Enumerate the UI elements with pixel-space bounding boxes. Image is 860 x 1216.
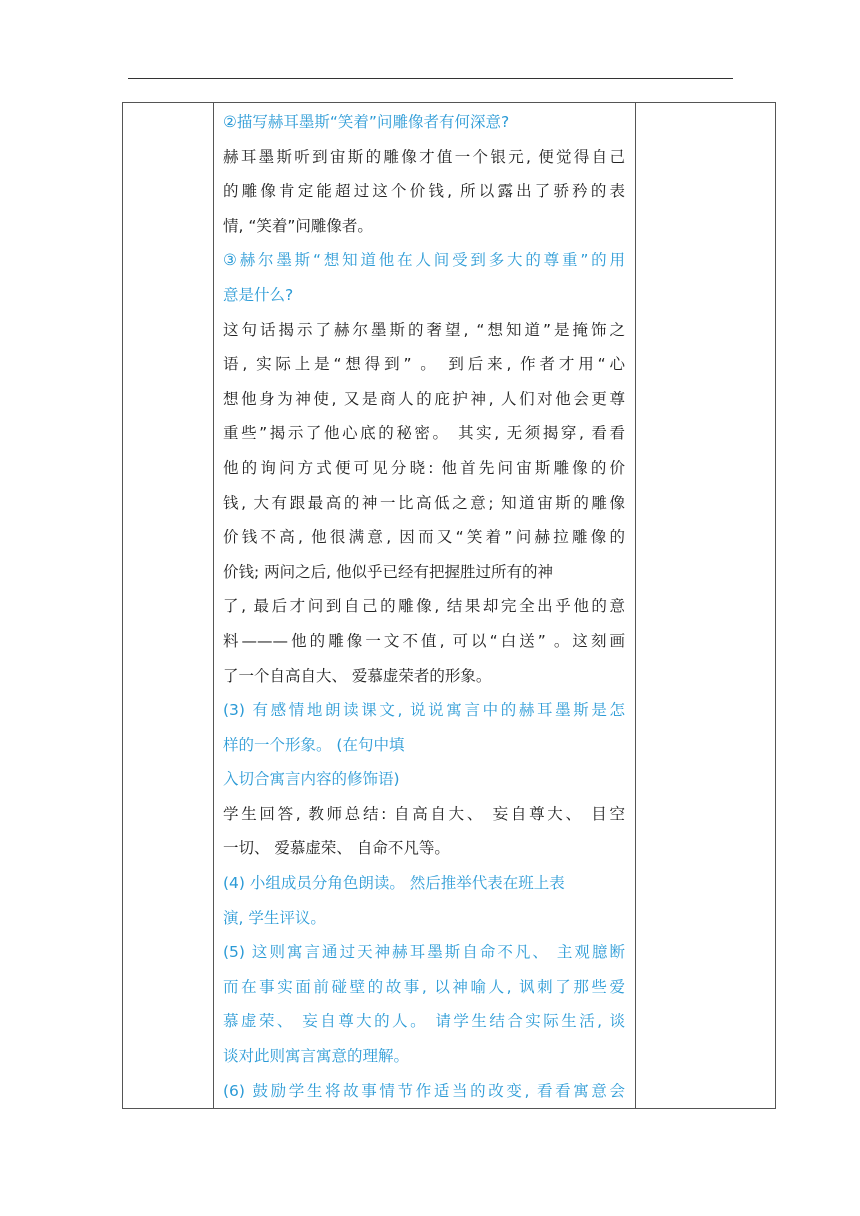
table-row — [123, 103, 776, 1109]
teaching-content — [214, 103, 635, 1108]
answer-line: 这句话揭示了赫尔墨斯的奢望, “想知道”是掩饰之 — [223, 320, 625, 339]
content-column-cell — [214, 103, 636, 1109]
answer-line: 料———他的雕像一文不值, 可以“白送” 。这刻画 — [223, 631, 625, 650]
header-rule — [128, 78, 733, 79]
answer-line: 情, “笑着”问雕像者。 — [223, 216, 373, 235]
question-line: 意是什么? — [223, 285, 294, 304]
answer-line: 钱, 大有跟最高的神一比高低之意; 知道宙斯的雕像 — [223, 493, 625, 512]
question-line: (3) 有感情地朗读课文, 说说寓言中的赫耳墨斯是怎 — [223, 701, 625, 720]
answer-line: 价钱; 两问之后, 他似乎已经有把握胜过所有的神 — [223, 562, 554, 581]
question-line: (4) 小组成员分角色朗读。 然后推举代表在班上表 — [223, 874, 565, 893]
lesson-plan-table — [122, 102, 776, 1109]
answer-line: 学生回答, 教师总结: 自高自大、 妄自尊大、 目空 — [223, 804, 625, 823]
answer-line: 了, 最后才问到自己的雕像, 结果却完全出乎他的意 — [223, 597, 625, 616]
answer-line: 一切、 爱慕虚荣、 自命不凡等。 — [223, 839, 450, 858]
left-column-cell — [123, 103, 214, 1109]
question-line: 样的一个形象。 (在句中填 — [223, 735, 405, 754]
answer-line: 重些”揭示了他心底的秘密。 其实, 无须揭穿, 看看 — [223, 424, 625, 443]
answer-line: 他的询问方式便可见分晓: 他首先问宙斯雕像的价 — [223, 458, 625, 477]
question-line: 谈对此则寓言寓意的理解。 — [223, 1047, 410, 1066]
question-line: 而在事实面前碰壁的故事, 以神喻人, 讽刺了那些爱 — [223, 977, 625, 996]
answer-line: 价钱不高, 他很满意, 因而又“笑着”问赫拉雕像的 — [223, 528, 625, 547]
answer-line: 想他身为神使, 又是商人的庇护神, 人们对他会更尊 — [223, 389, 625, 408]
question-line: (6) 鼓励学生将故事情节作适当的改变, 看看寓意会 — [223, 1081, 625, 1100]
question-line: ②描写赫耳墨斯“笑着”问雕像者有何深意? — [223, 113, 510, 131]
answer-line: 了一个自高自大、 爱慕虚荣者的形象。 — [223, 666, 492, 685]
answer-line: 的雕像肯定能超过这个价钱, 所以露出了骄矜的表 — [223, 182, 625, 201]
question-line: 入切合寓言内容的修饰语) — [223, 770, 400, 789]
question-line: ③赫尔墨斯“想知道他在人间受到多大的尊重”的用 — [223, 251, 625, 270]
answer-line: 语, 实际上是“想得到” 。 到后来, 作者才用“心 — [223, 355, 625, 374]
question-line: (5) 这则寓言通过天神赫耳墨斯自命不凡、 主观臆断 — [223, 943, 625, 962]
question-line: 演, 学生评议。 — [223, 908, 326, 927]
question-line: 慕虚荣、 妄自尊大的人。 请学生结合实际生活, 谈 — [223, 1012, 625, 1031]
right-column-cell — [636, 103, 776, 1109]
answer-line: 赫耳墨斯听到宙斯的雕像才值一个银元, 便觉得自己 — [223, 147, 625, 166]
